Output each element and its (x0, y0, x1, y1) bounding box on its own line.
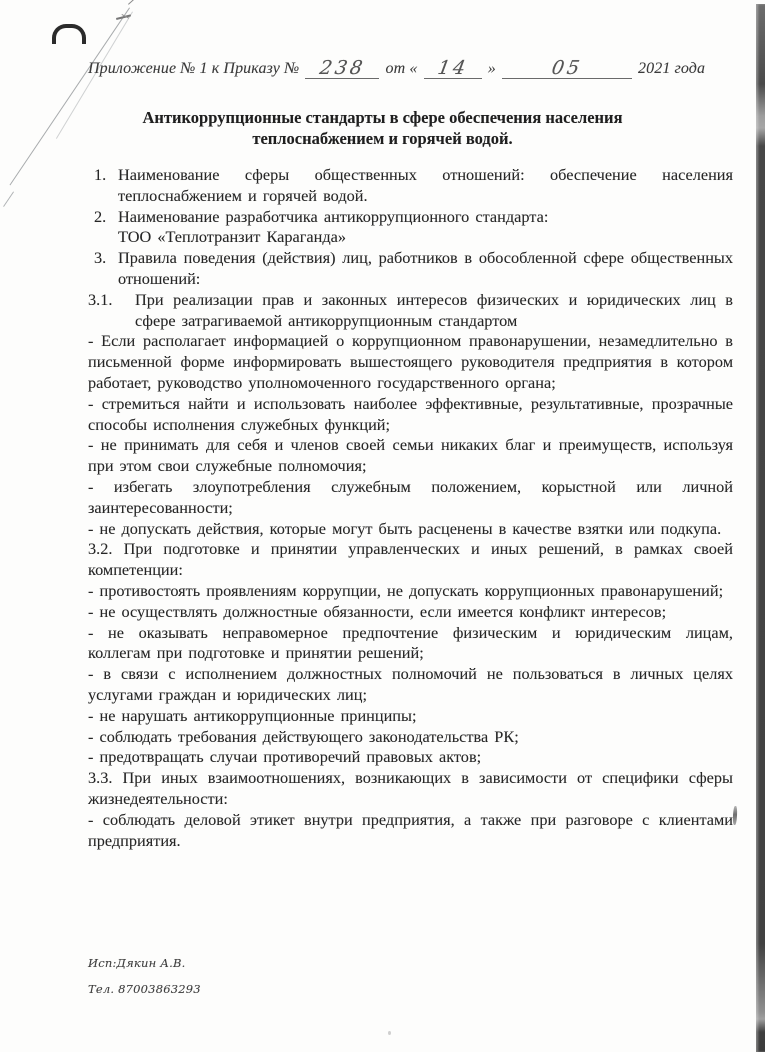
document-content (88, 58, 733, 851)
clause-3-2: 3.2. При подготовке и принятии управленческих и иных решений, в рамках своей компетенции: (88, 539, 733, 580)
bullet-paragraph: - стремиться найти и использовать наиболее эффективные, результативные, прозрачные способы исполнения служебных функций; (88, 393, 733, 434)
clause-3-3: 3.3. При иных взаимоотношениях, возникающих в зависимости от специфики сферы жизнедеятельности: (88, 768, 733, 808)
bullet-paragraph: - не осуществлять должностные обязанности, если имеется конфликт интересов; (88, 601, 667, 621)
item-number: 1. (94, 165, 107, 184)
item-text-line-1: Наименование разработчика антикоррупционного стандарта: (118, 206, 549, 226)
item-text: Наименование сферы общественных отношений: обеспечение населения теплоснабжением и горячей водой. (118, 165, 733, 205)
bullet-paragraph: - не допускать действия, которые могут быть расценены в качестве взятки или подкупа. (88, 518, 722, 538)
item-number: 2. (94, 206, 107, 226)
item-text-line-2: ТОО «Теплотранзит Караганда» (118, 227, 347, 247)
year-label: 2021 года (638, 60, 706, 77)
order-number-handwritten: 238 (317, 57, 367, 79)
bullet-paragraph: - избегать злоупотребления служебным положением, корыстной или личной заинтересованности; (88, 476, 733, 517)
document-title (60, 107, 705, 149)
bullet-paragraph: - предотвращать случаи противоречий правовых актов; (88, 747, 482, 767)
order-number-field (305, 58, 379, 79)
title-line-2: теплоснабжением и горячей водой. (252, 129, 513, 148)
footer-executor: Исп:Дякин А.В. (88, 956, 186, 970)
day-handwritten: 14 (435, 57, 470, 79)
bullet-paragraph: - противостоять проявлениям коррупции, не допускать коррупционных правонарушений; (88, 580, 724, 600)
month-handwritten: 05 (549, 57, 584, 79)
bullet-paragraph: - не оказывать неправомерное предпочтение физическим и юридическим лицам, коллегам при подготовке и принятии решений; (88, 622, 733, 663)
item-text: Правила поведения (действия) лиц, работников в обособленной сфере общественных отношений: (118, 248, 733, 288)
document-footer (88, 956, 201, 996)
clause-text: При реализации прав и законных интересов физических и юридических лиц в сфере затрагиваемой антикоррупционным стандартом (135, 289, 733, 330)
bullet-paragraph: - в связи с исполнением должностных полномочий не пользоваться в личных целях услугами граждан и юридических лиц; (88, 664, 733, 704)
scan-speck (388, 1031, 391, 1035)
pen-scribble-mark (128, 0, 136, 5)
from-label: от (385, 60, 406, 77)
quote-open: « (409, 60, 418, 77)
item-number: 3. (94, 248, 107, 268)
pen-tick-mark (733, 806, 737, 825)
title-line-1: Антикоррупционные стандарты в сфере обеспечения населения (142, 108, 623, 127)
clause-number: 3.1. (88, 289, 113, 309)
numbered-item-2 (88, 207, 733, 249)
bullet-paragraph: - соблюдать требования действующего законодательства РК; (88, 726, 519, 746)
numbered-item-1 (88, 165, 733, 207)
bullet-paragraph: - не принимать для себя и членов своей семьи никаких благ и преимуществ, используя при этом свои служебные полномочия; (88, 435, 733, 476)
numbered-item-3 (88, 248, 733, 290)
footer-phone: Тел. 87003863293 (88, 982, 201, 996)
bullet-paragraph: - Если располагает информацией о коррупционном правонарушении, незамедлительно в письменной форме информировать вышестоящего руководителя предприятия в котором работает, руководство уполномоченного государственного органа; (88, 331, 733, 392)
appendix-prefix: Приложение № 1 к Приказу № (88, 60, 300, 77)
clause-3-1 (88, 290, 733, 332)
pen-arc-mark (52, 24, 86, 44)
bullet-paragraph: - соблюдать деловой этикет внутри предприятия, а также при разговоре с клиентами предприятия. (88, 809, 733, 850)
scan-fold-line-dash (3, 191, 14, 206)
document-body (88, 165, 733, 851)
scanner-edge-shadow (756, 4, 765, 1052)
month-field (502, 58, 632, 79)
day-field (424, 58, 482, 79)
bullet-paragraph: - не нарушать антикоррупционные принципы; (88, 705, 417, 725)
quote-close: » (487, 60, 496, 77)
appendix-header-line (88, 58, 733, 79)
